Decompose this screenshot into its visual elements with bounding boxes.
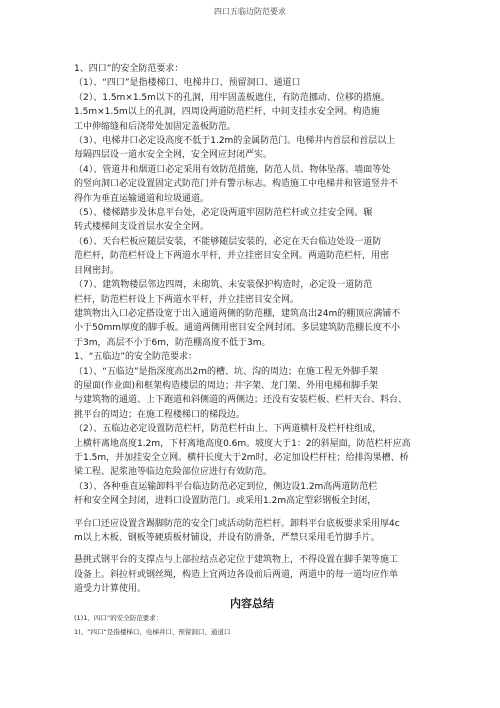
text-line: 的竖向洞口必定设置固定式防范门并有警示标志。构造施工中电梯井和管道竖井不 [74, 179, 399, 190]
document-body [74, 62, 430, 639]
page-header: 四口五临边防范要求 [214, 7, 286, 16]
text-line: 梁工程、泥浆池等临边危险部位应进行有效防范。 [74, 467, 273, 478]
paragraph-gap [74, 509, 430, 517]
text-line: 悬挑式钢平台的支撑点与上部拉结点必定位于建筑物上，不得设置在脚手架等施工 [74, 555, 399, 566]
text-line: （3）、各种垂直运输卸料平台临边防范必定到位，侧边设1.2m高两道防范栏 [74, 481, 378, 492]
text-line: 上横杆离地高度1.2m，下杆离地高度0.6m。坡度大于1：2的斜屋面，防范栏杆应高 [74, 438, 411, 449]
text-line: 目网密封。 [74, 265, 120, 276]
text-line: 平台口还应设置含踢脚防范的安全门或活动防范栏杆。卸料平台底板要求采用厚4c [74, 518, 400, 529]
summary-line: (1)1、四口”的安全防范要求： [74, 614, 163, 623]
section-cantilever [74, 553, 430, 596]
section-platform [74, 517, 430, 546]
summary-line: 1)、“四口”是指楼梯口、电梯井口、预留洞口、通道口 [74, 628, 231, 637]
text-line: （6）、天台栏板应随层安装，不能够随层安装的，必定在天台临边处设一道防 [74, 236, 382, 247]
text-line: 得作为垂直运输通道和垃圾通道。 [74, 193, 210, 204]
text-line: 与建筑物的通道、上下跑道和斜侧道的两侧边；还没有安装栏板、栏杆天台、料台、 [74, 395, 408, 406]
text-line: （4）、管道井和烟道口必定采用有效防范措施，防范人员、物体坠落。墙面等处 [74, 164, 391, 175]
text-line: 建筑物出入口必定搭设宽于出入通道两侧的防范棚，建筑高出24m的棚顶应满铺不 [74, 308, 401, 319]
text-line: 1.5m×1.5m以上的孔洞，四周设两道防范栏杆，中间支挂水安全网。构造施 [74, 107, 380, 118]
paragraph-gap [74, 545, 430, 553]
text-line: 工中伸缩缝和后浇带处加固定盖板防范。 [74, 121, 237, 132]
text-line: 1、“五临边”的安全防范要求： [74, 352, 198, 363]
text-line: 的屋面(作业面)和框架构造楼层的周边；井字架、龙门架、外用电梯和脚手架 [74, 380, 379, 391]
text-line: 小于50mm厚度的脚手板。通道两侧用密目安全网封闭。多层建筑防范棚长度不小 [74, 323, 400, 334]
text-line: 1、四口”的安全防范要求： [74, 64, 184, 74]
text-line: 挑平台的周边；在施工程楼梯口的梯段边。 [74, 409, 246, 420]
text-line: 于3m，高层不小于6m，防范棚高度不低于3m。 [74, 337, 271, 348]
text-line: 栏杆，防范栏杆设上下两道水平杆，并立挂密目安全网。 [74, 294, 300, 305]
text-line: （7）、建筑物楼层邻边四周，未砌筑、未安装保护构造时，必定设一道防范 [74, 280, 373, 291]
text-line: 范栏杆，防范栏杆设上下两道水平杆，并立挂密目安全网。两道防范栏杆，用密 [74, 251, 390, 262]
text-line: （1）、“四口”是指楼梯口、电梯井口、预留洞口、通道口 [74, 78, 301, 89]
text-line: 杆和安全网全封闭，进料口设置防范门。或采用1.2m高定型彩钢板全封闭， [74, 496, 377, 507]
text-line: 每隔四层设一道水安全全网，安全网应封闭严实。 [74, 150, 273, 161]
text-line: 于1.5m，并加挂安全立网。横杆长度大于2m时，必定加设栏杆柱；给排沟果槽、桥 [74, 452, 409, 463]
text-line: （2）、五临边必定设置防范栏杆，防范栏杆由上、下两道横杆及栏杆柱组成， [74, 424, 382, 435]
text-line: 转式楼梯间支设首层水安全全网。 [74, 222, 210, 233]
text-line: m以上木板、钢板等硬质板材铺设，并设有防滑条，严禁只采用毛竹脚手片。 [74, 533, 380, 543]
text-line: 道受力计算使用。 [74, 584, 147, 595]
section-main [74, 62, 430, 509]
summary-title: 内容总结 [230, 596, 274, 610]
text-line: （5）、楼梯踏步及休息平台处，必定设两道牢固防范栏杆或立挂安全网。辗 [74, 208, 373, 219]
text-line: （1）、“五临边”是指深度高出2m的槽、坑、沟的周边；在施工程无外脚手架 [74, 366, 379, 377]
text-line: （2）、1.5m×1.5m以下的孔洞，用牢固盖板遮住，有防范挪动、位移的措施。 [74, 92, 390, 103]
text-line: 设备上。斜拉杆或钢丝绳，构造上宜两边各设前后两道，两道中的每一道均应作单 [74, 569, 399, 580]
text-line: （3）、电梯井口必定设高度不低于1.2m的金属防范门。电梯井内首层和首层以上 [74, 136, 396, 147]
section-summary [74, 611, 430, 639]
